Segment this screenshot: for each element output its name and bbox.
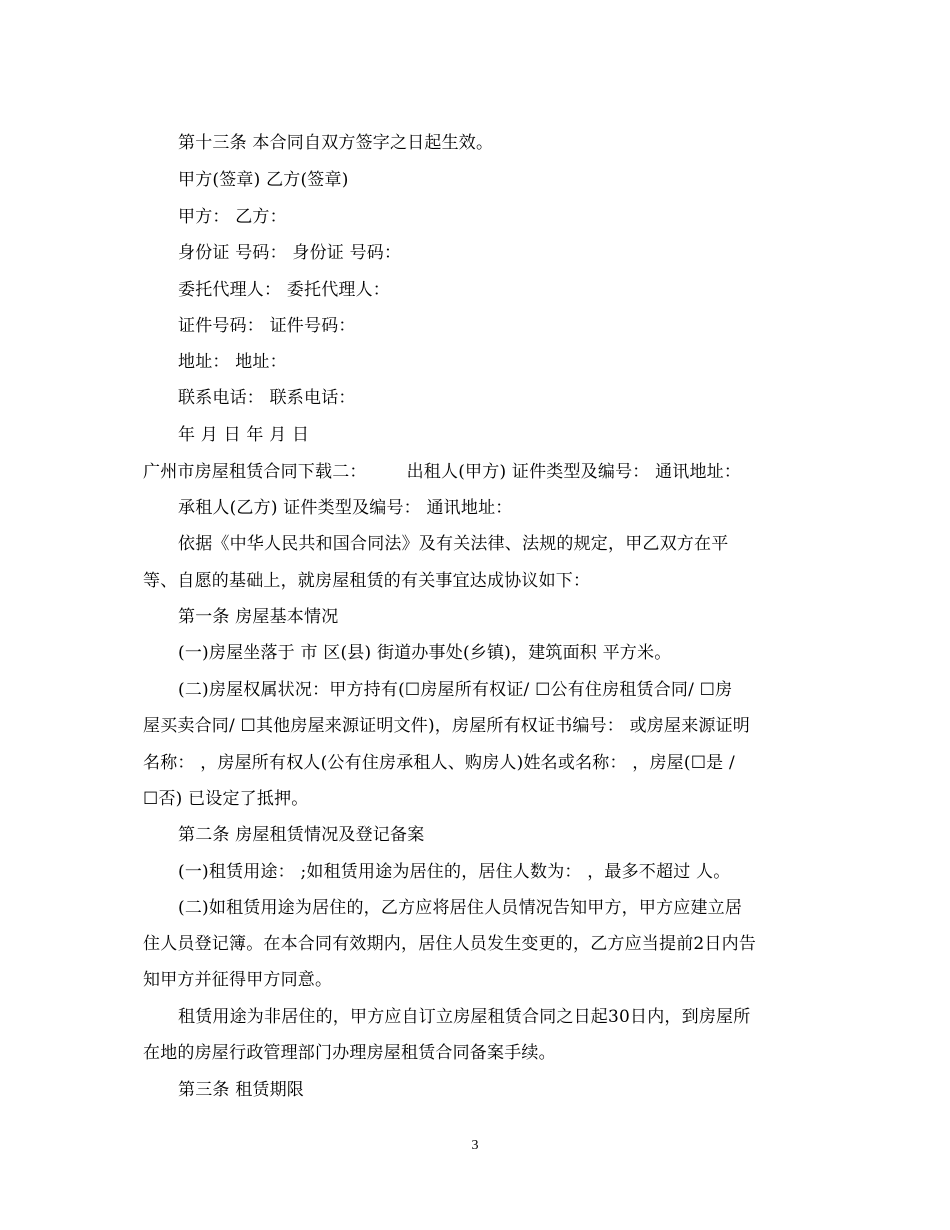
address-line: 地址： 地址：: [178, 352, 287, 372]
article-2-item-2-line-3: 知甲方并征得甲方同意。: [143, 970, 333, 990]
phone-line: 联系电话： 联系电话：: [178, 388, 356, 408]
article-1-item-2-line-2: 屋买卖合同/ ☐其他房屋来源证明文件)，房屋所有权证书编号： 或房屋来源证明: [143, 716, 751, 736]
article-1-title: 第一条 房屋基本情况: [178, 607, 339, 627]
non-residential-line-2: 在地的房屋行政管理部门办理房屋租赁合同备案手续。: [143, 1043, 556, 1063]
id-number-line: 身份证 号码： 身份证 号码：: [178, 243, 402, 263]
lessor-info: 出租人(甲方) 证件类型及编号： 通讯地址：: [406, 462, 742, 482]
article-1-item-2-line-3: 名称： ，房屋所有权人(公有住房承租人、购房人)姓名或名称： ，房屋(☐是 /: [143, 753, 735, 773]
page-number: 3: [471, 1138, 479, 1153]
article-2-item-2-line-1: (二)如租赁用途为居住的，乙方应将居住人员情况告知甲方，甲方应建立居: [178, 898, 743, 918]
article-2-item-1: (一)租赁用途： ;如租赁用途为居住的，居住人数为： ，最多不超过 人。: [178, 862, 731, 882]
article-2-item-2-line-2: 住人员登记簿。在本合同有效期内，居住人员发生变更的，乙方应当提前2日内告: [143, 934, 757, 954]
article-1-item-2-line-1: (二)房屋权属状况：甲方持有(☐房屋所有权证/ ☐公有住房租赁合同/ ☐房: [178, 680, 733, 700]
download-title-line: [143, 460, 741, 484]
article-1-item-2-line-4: ☐否) 已设定了抵押。: [143, 789, 309, 809]
article-13-effective-line: 第十三条 本合同自双方签字之日起生效。: [178, 133, 494, 153]
basis-paragraph-line-2: 等、自愿的基础上，就房屋租赁的有关事宜达成协议如下：: [143, 571, 591, 591]
article-2-title: 第二条 房屋租赁情况及登记备案: [178, 825, 425, 845]
download-title: 广州市房屋租赁合同下载二：: [143, 462, 367, 482]
article-1-item-1: (一)房屋坐落于 市 区(县) 街道办事处(乡镇)，建筑面积 平方米。: [178, 643, 672, 663]
date-line: 年 月 日 年 月 日: [178, 425, 310, 445]
signature-header-line: 甲方(签章) 乙方(签章): [178, 170, 349, 190]
party-names-line: 甲方： 乙方：: [178, 207, 287, 227]
basis-paragraph-line-1: 依据《中华人民共和国合同法》及有关法律、法规的规定，甲乙双方在平: [178, 534, 729, 554]
article-3-title: 第三条 租赁期限: [178, 1080, 305, 1100]
agent-line: 委托代理人： 委托代理人：: [178, 280, 391, 300]
non-residential-line-1: 租赁用途为非居住的，甲方应自订立房屋租赁合同之日起30日内，到房屋所: [178, 1007, 751, 1027]
lessee-info-line: 承租人(乙方) 证件类型及编号： 通讯地址：: [178, 498, 513, 518]
certificate-number-line: 证件号码： 证件号码：: [178, 316, 356, 336]
